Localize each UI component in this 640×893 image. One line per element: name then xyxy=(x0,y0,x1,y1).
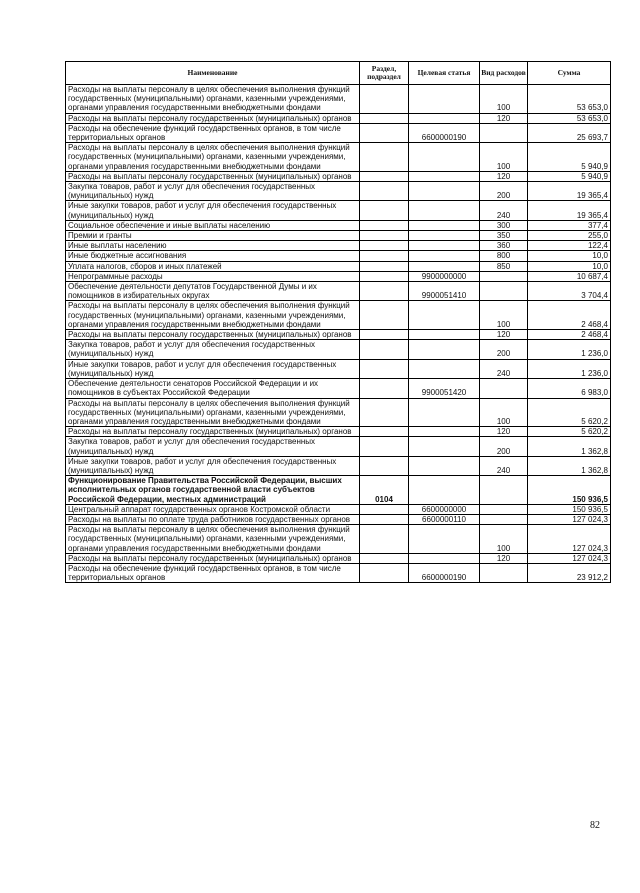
cell-sum: 2 468,4 xyxy=(528,301,611,330)
table-row xyxy=(66,330,611,340)
cell-name: Иные выплаты населению xyxy=(66,241,360,251)
cell-kind xyxy=(480,514,528,524)
page-number: 82 xyxy=(590,820,600,831)
cell-section xyxy=(360,220,409,230)
cell-section xyxy=(360,113,409,123)
cell-sum: 127 024,3 xyxy=(528,525,611,554)
cell-target xyxy=(409,251,480,261)
table-row xyxy=(66,241,611,251)
cell-section xyxy=(360,504,409,514)
cell-kind xyxy=(480,504,528,514)
cell-target xyxy=(409,220,480,230)
cell-kind: 100 xyxy=(480,525,528,554)
table-row xyxy=(66,427,611,437)
cell-section xyxy=(360,201,409,220)
cell-target xyxy=(409,359,480,378)
cell-name: Иные бюджетные ассигнования xyxy=(66,251,360,261)
cell-kind: 120 xyxy=(480,330,528,340)
cell-name: Закупка товаров, работ и услуг для обеспечения государственных (муниципальных) нужд xyxy=(66,437,360,456)
header-section: Раздел, подраздел xyxy=(360,62,409,85)
cell-name: Расходы на выплаты персоналу в целях обеспечения выполнения функций государственных (муниципальными) органами, казенными учреждениями, органами управления государственными внебюджетными фондами xyxy=(66,398,360,427)
header-target: Целевая статья xyxy=(409,62,480,85)
table-row xyxy=(66,143,611,172)
cell-section xyxy=(360,359,409,378)
cell-kind: 240 xyxy=(480,456,528,475)
table-row xyxy=(66,437,611,456)
table-row xyxy=(66,182,611,201)
cell-target xyxy=(409,301,480,330)
table-row xyxy=(66,476,611,505)
cell-section xyxy=(360,251,409,261)
cell-name: Расходы на выплаты персоналу в целях обеспечения выполнения функций государственных (муниципальными) органами, казенными учреждениями, органами управления государственными внебюджетными фондами xyxy=(66,85,360,114)
cell-kind: 240 xyxy=(480,359,528,378)
cell-target xyxy=(409,553,480,563)
cell-kind: 120 xyxy=(480,113,528,123)
header-kind: Вид расходов xyxy=(480,62,528,85)
table-row xyxy=(66,525,611,554)
cell-section xyxy=(360,171,409,181)
cell-section xyxy=(360,525,409,554)
cell-kind: 100 xyxy=(480,85,528,114)
table-row xyxy=(66,123,611,142)
cell-kind: 120 xyxy=(480,553,528,563)
cell-target: 6600000190 xyxy=(409,123,480,142)
cell-target xyxy=(409,143,480,172)
table-row xyxy=(66,359,611,378)
table-row xyxy=(66,456,611,475)
cell-name: Закупка товаров, работ и услуг для обеспечения государственных (муниципальных) нужд xyxy=(66,340,360,359)
cell-name: Расходы на выплаты персоналу государственных (муниципальных) органов xyxy=(66,330,360,340)
cell-kind xyxy=(480,379,528,398)
table-row xyxy=(66,301,611,330)
cell-section xyxy=(360,437,409,456)
cell-target xyxy=(409,171,480,181)
cell-section xyxy=(360,282,409,301)
cell-name: Расходы на выплаты персоналу в целях обеспечения выполнения функций государственных (муниципальными) органами, казенными учреждениями, органами управления государственными внебюджетными фондами xyxy=(66,525,360,554)
table-row xyxy=(66,220,611,230)
table-row xyxy=(66,504,611,514)
cell-target: 6600000190 xyxy=(409,563,480,582)
cell-section xyxy=(360,123,409,142)
cell-kind: 240 xyxy=(480,201,528,220)
cell-kind: 300 xyxy=(480,220,528,230)
cell-target xyxy=(409,85,480,114)
cell-sum: 255,0 xyxy=(528,231,611,241)
cell-name: Центральный аппарат государственных органов Костромской области xyxy=(66,504,360,514)
table-row xyxy=(66,553,611,563)
cell-sum: 53 653,0 xyxy=(528,85,611,114)
cell-sum: 377,4 xyxy=(528,220,611,230)
table-row xyxy=(66,261,611,271)
cell-name: Расходы на обеспечение функций государственных органов, в том числе территориальных органов xyxy=(66,123,360,142)
cell-target: 6600000110 xyxy=(409,514,480,524)
cell-kind xyxy=(480,123,528,142)
table-row xyxy=(66,113,611,123)
cell-sum: 150 936,5 xyxy=(528,476,611,505)
cell-target xyxy=(409,398,480,427)
budget-table xyxy=(65,61,611,583)
cell-name: Уплата налогов, сборов и иных платежей xyxy=(66,261,360,271)
cell-sum: 2 468,4 xyxy=(528,330,611,340)
cell-name: Расходы на выплаты персоналу государственных (муниципальных) органов xyxy=(66,427,360,437)
cell-sum: 127 024,3 xyxy=(528,553,611,563)
cell-name: Обеспечение деятельности депутатов Государственной Думы и их помощников в избирательных округах xyxy=(66,282,360,301)
table-row xyxy=(66,251,611,261)
cell-kind: 360 xyxy=(480,241,528,251)
cell-name: Социальное обеспечение и иные выплаты населению xyxy=(66,220,360,230)
cell-section: 0104 xyxy=(360,476,409,505)
cell-name: Расходы на выплаты персоналу в целях обеспечения выполнения функций государственных (муниципальными) органами, казенными учреждениями, органами управления государственными внебюджетными фондами xyxy=(66,143,360,172)
cell-sum: 10,0 xyxy=(528,251,611,261)
cell-target xyxy=(409,241,480,251)
cell-sum: 3 704,4 xyxy=(528,282,611,301)
cell-target xyxy=(409,525,480,554)
table-row xyxy=(66,563,611,582)
table-body xyxy=(66,85,611,583)
table-row xyxy=(66,340,611,359)
cell-section xyxy=(360,563,409,582)
table-header-row xyxy=(66,62,611,85)
cell-sum: 1 236,0 xyxy=(528,359,611,378)
cell-target xyxy=(409,437,480,456)
cell-target xyxy=(409,231,480,241)
cell-kind: 100 xyxy=(480,301,528,330)
cell-name: Обеспечение деятельности сенаторов Российской Федерации и их помощников в субъектах Российской Федерации xyxy=(66,379,360,398)
cell-sum: 1 236,0 xyxy=(528,340,611,359)
cell-target xyxy=(409,456,480,475)
cell-name: Иные закупки товаров, работ и услуг для обеспечения государственных (муниципальных) нужд xyxy=(66,456,360,475)
cell-sum: 5 940,9 xyxy=(528,171,611,181)
table-row xyxy=(66,271,611,281)
cell-section xyxy=(360,301,409,330)
cell-name: Расходы на выплаты персоналу государственных (муниципальных) органов xyxy=(66,171,360,181)
cell-name: Иные закупки товаров, работ и услуг для обеспечения государственных (муниципальных) нужд xyxy=(66,201,360,220)
cell-kind xyxy=(480,563,528,582)
cell-sum: 19 365,4 xyxy=(528,201,611,220)
cell-sum: 10 687,4 xyxy=(528,271,611,281)
cell-kind xyxy=(480,282,528,301)
cell-target xyxy=(409,201,480,220)
cell-name: Закупка товаров, работ и услуг для обеспечения государственных (муниципальных) нужд xyxy=(66,182,360,201)
cell-kind: 800 xyxy=(480,251,528,261)
cell-target: 9900051420 xyxy=(409,379,480,398)
cell-section xyxy=(360,553,409,563)
cell-name: Непрограммные расходы xyxy=(66,271,360,281)
cell-target xyxy=(409,476,480,505)
table-row xyxy=(66,514,611,524)
cell-kind: 200 xyxy=(480,182,528,201)
cell-section xyxy=(360,456,409,475)
cell-section xyxy=(360,340,409,359)
cell-section xyxy=(360,427,409,437)
cell-target xyxy=(409,113,480,123)
cell-section xyxy=(360,231,409,241)
cell-sum: 19 365,4 xyxy=(528,182,611,201)
cell-kind: 200 xyxy=(480,340,528,359)
cell-section xyxy=(360,182,409,201)
cell-sum: 5 620,2 xyxy=(528,427,611,437)
cell-target: 9900051410 xyxy=(409,282,480,301)
cell-kind xyxy=(480,476,528,505)
cell-target xyxy=(409,330,480,340)
cell-sum: 1 362,8 xyxy=(528,437,611,456)
cell-section xyxy=(360,261,409,271)
cell-sum: 23 912,2 xyxy=(528,563,611,582)
cell-name: Премии и гранты xyxy=(66,231,360,241)
cell-name: Иные закупки товаров, работ и услуг для обеспечения государственных (муниципальных) нужд xyxy=(66,359,360,378)
cell-section xyxy=(360,143,409,172)
cell-target xyxy=(409,182,480,201)
cell-kind: 100 xyxy=(480,143,528,172)
cell-sum: 10,0 xyxy=(528,261,611,271)
cell-section xyxy=(360,514,409,524)
header-sum: Сумма xyxy=(528,62,611,85)
header-name: Наименование xyxy=(66,62,360,85)
cell-sum: 150 936,5 xyxy=(528,504,611,514)
cell-sum: 6 983,0 xyxy=(528,379,611,398)
table-row xyxy=(66,201,611,220)
cell-section xyxy=(360,379,409,398)
cell-target: 9900000000 xyxy=(409,271,480,281)
cell-sum: 5 620,2 xyxy=(528,398,611,427)
cell-kind: 120 xyxy=(480,171,528,181)
cell-sum: 127 024,3 xyxy=(528,514,611,524)
cell-sum: 5 940,9 xyxy=(528,143,611,172)
cell-section xyxy=(360,241,409,251)
cell-kind xyxy=(480,271,528,281)
cell-name: Расходы на выплаты по оплате труда работников государственных органов xyxy=(66,514,360,524)
cell-kind: 850 xyxy=(480,261,528,271)
cell-sum: 1 362,8 xyxy=(528,456,611,475)
table-row xyxy=(66,85,611,114)
table-row xyxy=(66,379,611,398)
cell-section xyxy=(360,398,409,427)
table-row xyxy=(66,282,611,301)
table-row xyxy=(66,231,611,241)
table-row xyxy=(66,398,611,427)
cell-kind: 120 xyxy=(480,427,528,437)
cell-sum: 53 653,0 xyxy=(528,113,611,123)
cell-name: Расходы на обеспечение функций государственных органов, в том числе территориальных органов xyxy=(66,563,360,582)
cell-sum: 122,4 xyxy=(528,241,611,251)
cell-kind: 100 xyxy=(480,398,528,427)
table-row xyxy=(66,171,611,181)
cell-sum: 25 693,7 xyxy=(528,123,611,142)
cell-name: Расходы на выплаты персоналу государственных (муниципальных) органов xyxy=(66,113,360,123)
cell-target xyxy=(409,261,480,271)
cell-name: Расходы на выплаты персоналу в целях обеспечения выполнения функций государственных (муниципальными) органами, казенными учреждениями, органами управления государственными внебюджетными фондами xyxy=(66,301,360,330)
cell-target: 6600000000 xyxy=(409,504,480,514)
cell-section xyxy=(360,330,409,340)
cell-section xyxy=(360,271,409,281)
cell-kind: 200 xyxy=(480,437,528,456)
cell-name: Функционирование Правительства Российской Федерации, высших исполнительных органов государственной власти субъектов Российской Федерации, местных администраций xyxy=(66,476,360,505)
cell-name: Расходы на выплаты персоналу государственных (муниципальных) органов xyxy=(66,553,360,563)
cell-kind: 350 xyxy=(480,231,528,241)
cell-target xyxy=(409,427,480,437)
cell-section xyxy=(360,85,409,114)
cell-target xyxy=(409,340,480,359)
